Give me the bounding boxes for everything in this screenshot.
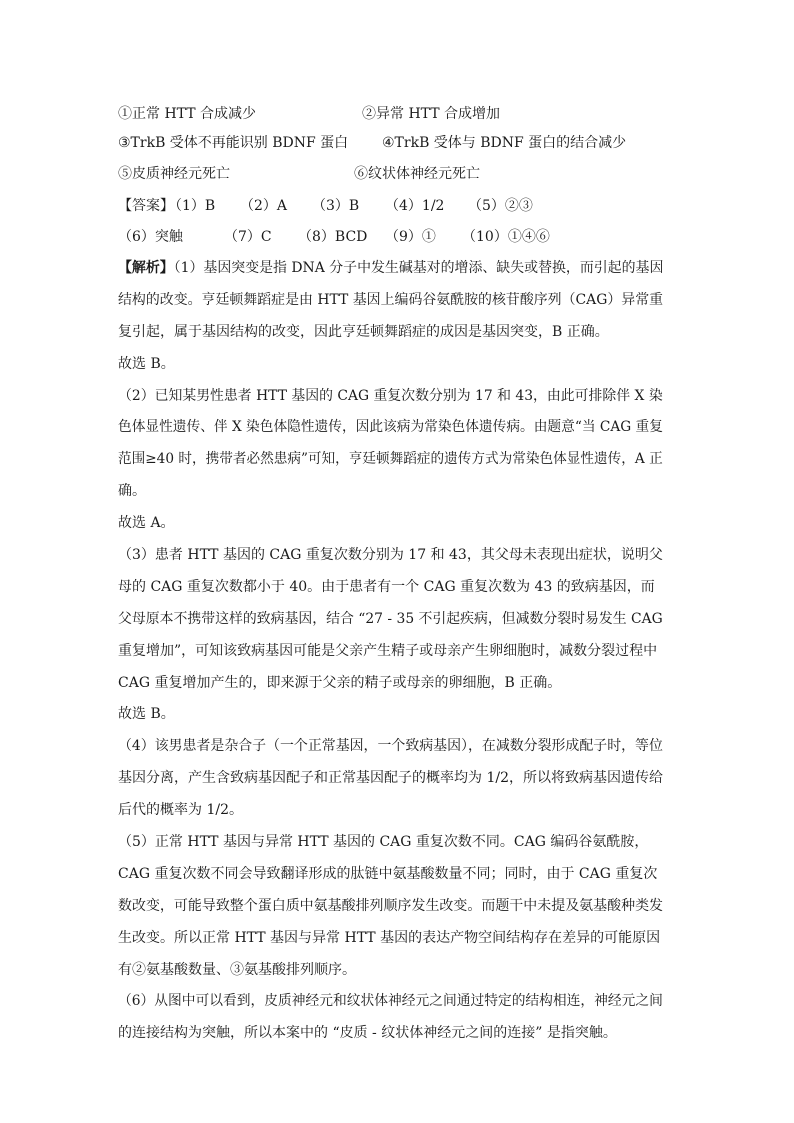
analysis-line: （6）从图中可以看到，皮质神经元和纹状体神经元之间通过特定的结构相连，神经元之间 xyxy=(118,993,663,1010)
answer-8: （8）BCD xyxy=(298,229,368,245)
analysis-line: 故选 B。 xyxy=(118,706,175,723)
analysis-line: 母的 CAG 重复次数都小于 40。由于患者有一个 CAG 重复次数为 43 的致病基因，而 xyxy=(118,578,655,595)
analysis-line: 【解析】（1）基因突变是指 DNA 分子中发生碱基对的增添、缺失或替换，而引起的基因 xyxy=(118,260,664,276)
analysis-line: 基因分离，产生含致病基因配子和正常基因配子的概率均为 1/2，所以将致病基因遗传给 xyxy=(118,770,663,787)
analysis-line: 确。 xyxy=(118,483,146,500)
analysis-line: 色体显性遗传、伴 X 染色体隐性遗传，因此该病为常染色体遗传病。由题意“当 CAG 重复 xyxy=(118,419,663,436)
option-5: ⑤皮质神经元死亡 xyxy=(118,166,230,182)
analysis-line: （4）该男患者是杂合子（一个正常基因，一个致病基因），在减数分裂形成配子时，等位 xyxy=(118,738,663,755)
answer-5: （5）②③ xyxy=(468,198,533,214)
answer-3: （3）B xyxy=(312,198,360,214)
analysis-line: 重复增加”，可知该致病基因可能是父亲产生精子或母亲产生卵细胞时，减数分裂过程中 xyxy=(118,642,658,659)
analysis-line: 复引起，属于基因结构的改变，因此亨廷顿舞蹈症的成因是基因突变，B 正确。 xyxy=(118,323,609,340)
analysis-line: 结构的改变。亨廷顿舞蹈症是由 HTT 基因上编码谷氨酰胺的核苷酸序列（CAG）异常重 xyxy=(118,291,664,308)
answer-9: （9）① xyxy=(385,229,436,245)
option-2: ②异常 HTT 合成增加 xyxy=(362,106,501,122)
analysis-line: 后代的概率为 1/2。 xyxy=(118,802,243,819)
answer-2: （2）A xyxy=(240,198,288,214)
option-6: ⑥纹状体神经元死亡 xyxy=(354,166,480,182)
answer-10: （10）①④⑥ xyxy=(462,229,550,245)
analysis-line: （3）患者 HTT 基因的 CAG 重复次数分别为 17 和 43，其父母未表现出症状，说明父 xyxy=(118,547,663,564)
analysis-block xyxy=(118,253,663,1050)
analysis-line: 故选 A。 xyxy=(118,515,175,532)
answer-1: （1）B xyxy=(168,198,216,214)
answer-7: （7）C xyxy=(224,229,272,245)
analysis-line: CAG 重复次数不同会导致翻译形成的肽链中氨基酸数量不同；同时，由于 CAG 重复次 xyxy=(118,865,658,882)
analysis-line: 故选 B。 xyxy=(118,355,175,372)
analysis-label: 【解析】 xyxy=(118,260,174,276)
option-3: ③TrkB 受体不再能识别 BDNF 蛋白 xyxy=(118,135,349,151)
analysis-line: （5）正常 HTT 基因与异常 HTT 基因的 CAG 重复次数不同。CAG 编码谷氨酰胺， xyxy=(118,834,649,851)
analysis-line: 有②氨基酸数量、③氨基酸排列顺序。 xyxy=(118,961,356,978)
answer-label: 【答案】 xyxy=(118,198,174,214)
analysis-line: 父母原本不携带这样的致病基因，结合 “27 - 35 不引起疾病，但减数分裂时易发生 CAG xyxy=(118,610,663,627)
answer-4: （4）1/2 xyxy=(385,198,445,214)
option-4: ④TrkB 受体与 BDNF 蛋白的结合减少 xyxy=(382,135,627,151)
option-1: ①正常 HTT 合成减少 xyxy=(118,106,257,122)
analysis-line: 的连接结构为突触，所以本案中的 “皮质 - 纹状体神经元之间的连接” 是指突触。 xyxy=(118,1025,617,1042)
analysis-line: 生改变。所以正常 HTT 基因与异常 HTT 基因的表达产物空间结构存在差异的可能原因 xyxy=(118,929,661,946)
analysis-line: （2）已知某男性患者 HTT 基因的 CAG 重复次数分别为 17 和 43，由此可排除伴 X 染 xyxy=(118,387,663,404)
analysis-line: CAG 重复增加产生的，即来源于父亲的精子或母亲的卵细胞，B 正确。 xyxy=(118,674,562,691)
answer-6: （6）突触 xyxy=(118,229,183,245)
analysis-line: 数改变，可能导致整个蛋白质中氨基酸排列顺序发生改变。而题干中未提及氨基酸种类发 xyxy=(118,897,664,914)
analysis-line: 范围≥40 时，携带者必然患病”可知，亨廷顿舞蹈症的遗传方式为常染色体显性遗传，A 正 xyxy=(118,451,663,468)
